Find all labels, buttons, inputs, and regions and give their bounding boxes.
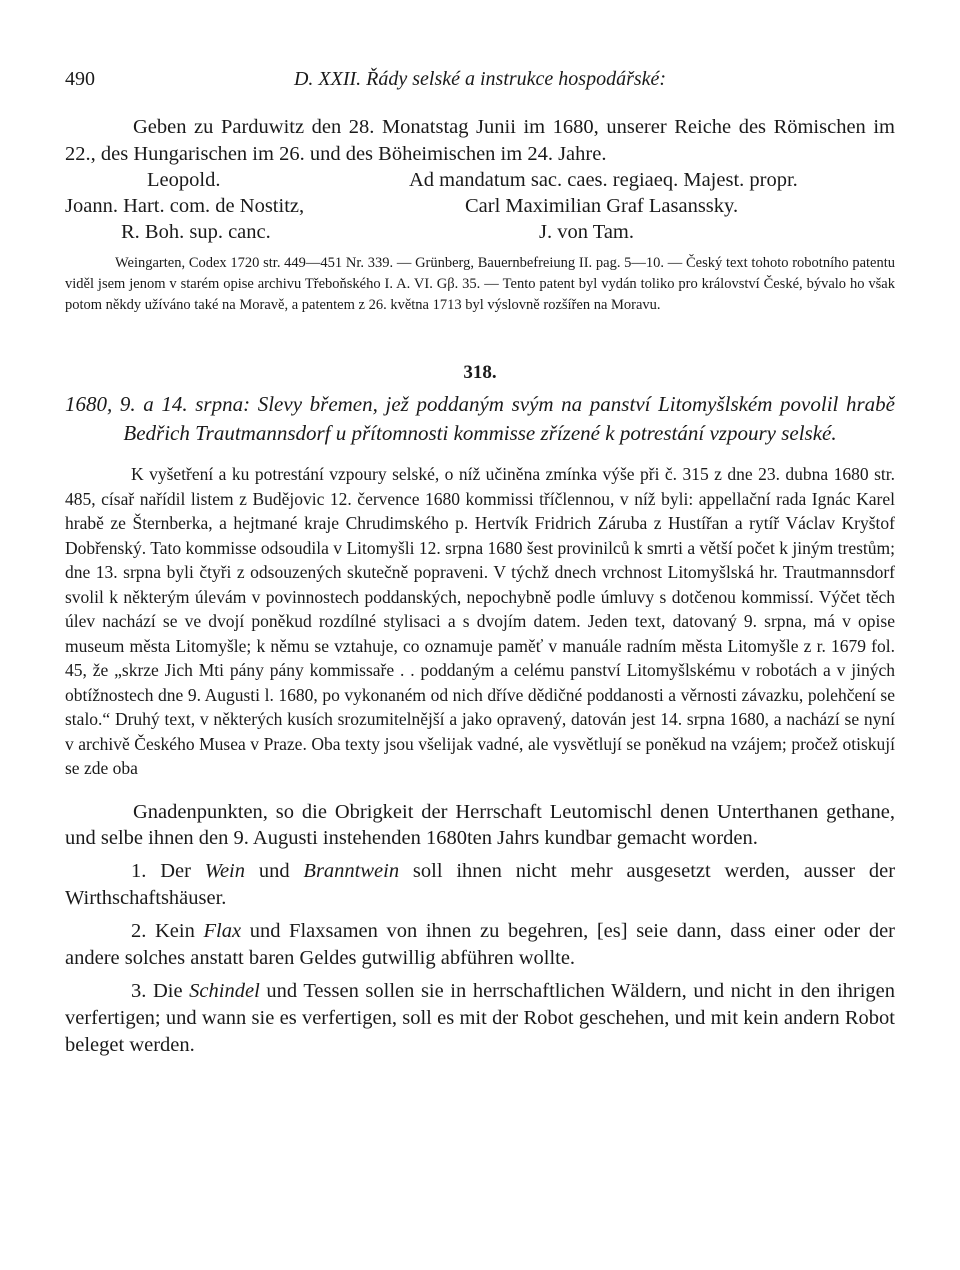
item-emphasis: Wein	[204, 859, 246, 882]
german-preamble: Gnadenpunkten, so die Obrigkeit der Herrschaft Leutomischl denen Unterthanen gethane, und selbe ihnen den 9. Augusti instehenden 1680ten Jahrs kundbar gemacht worden.	[65, 800, 895, 849]
signature-left-1: Leopold.	[147, 169, 221, 191]
signature-left-3: R. Boh. sup. canc.	[121, 221, 271, 243]
item-post: und Tessen sollen sie in herrschaftlichen Wäldern, und nicht in den ihrigen verfertigen; und wann sie es verfertigen, soll es mit der Robot geschehen, und mit kein andern Robot beleget werden.	[65, 979, 896, 1056]
item-emphasis: Schindel	[189, 979, 260, 1002]
document-title: 1680, 9. a 14. srpna: Slevy břemen, jež poddaným svým na panství Litomyšlském povolil hrabě Bedřich Trautmannsdorf u přítomnosti kommisse zřízené k potrestání vzpoury selské.	[65, 392, 895, 445]
item-post: und Flaxsamen von ihnen zu begehren, [es] seie dann, dass einer oder der andere solches anstatt baren Geldes gutwillig abführen wollte.	[65, 919, 896, 969]
item-1	[65, 858, 895, 912]
item-pre: Der	[160, 859, 191, 882]
document-number: 318.	[463, 362, 497, 383]
item-emphasis: Branntwein	[303, 859, 400, 882]
item-mid: und	[258, 859, 290, 882]
item-emphasis: Flax	[203, 919, 242, 942]
source-note: Weingarten, Codex 1720 str. 449—451 Nr. 339. — Grünberg, Bauernbefreiung II. pag. 5—10. — Český text tohoto robotního patentu viděl jsem jenom v starém opise archivu Třeboňského I. A. VI. Gβ. 35. — Tento patent byl vydán toliko pro království České, bývalo ho však potom někdy užíváno také na Moravě, a patentem z 26. května 1713 byl výslovně rozšířen na Moravu.	[65, 255, 895, 313]
document-intro: K vyšetření a ku potrestání vzpoury selské, o níž učiněna zmínka výše při č. 315 z dne 23. dubna 1680 str. 485, císař nařídil listem z Budějovic 12. července 1680 kommissi tříčlennou, v níž byli: appellační rada Ignác Karel hrabě ze Šternberka, a hejtmané kraje Chrudimského p. Hertvík Fridrich Záruba z Hustířan a rytíř Václav Kryštof Dobřenský. Tato kommisse odsoudila v Litomyšli 12. srpna 1680 šest provinilců k smrti a větší počet k jiným trestům; dne 13. srpna byli čtyři z odsouzených skutečně popraveni. V týchž dnech vrchnost Litomyšlská hr. Trautmannsdorf svolil k některým úlevám v povinnostech poddanských, nepochybně podle úmluvy s dotčenou kommissí. Výčet těch úlev nachází se ve dvojí poněkud rozdílné stylisaci a s dvojím datem. Jeden text, datovaný 9. srpna, má v opise museum města Litomyšle; k němu se vztahuje, co oznamuje paměť v manuále radním města Litomyšle z r. 1679 fol. 45, že „skrze Jich Mti pány pány kommissaře . . poddaným a celému panství Litomyšlskému v robotách a v jiných obtížnostech dne 9. Augusti l. 1680, po vykonaném od nich dříve dědičné poddanosti a věrnosti závazku, polehčení se stalo.“ Druhý text, v některých kusích srozumitelnější a jako opravený, datován jest 14. srpna 1680, a nachází se nyní v archivě Českého Musea v Praze. Oba texty jsou všelijak vadné, ale vysvětlují se poněkud na vzájem; pročež otiskují se zde oba	[65, 464, 895, 778]
signature-block	[65, 167, 895, 245]
closing-paragraph: Geben zu Parduwitz den 28. Monatstag Junii im 1680, unserer Reiche des Römischen im 22., des Hungarischen im 26. und des Böheimischen im 24. Jahre.	[65, 116, 895, 165]
signature-right-2: Carl Maximilian Graf Lasanssky.	[465, 195, 739, 217]
source-notes	[65, 253, 895, 316]
document-page	[65, 62, 895, 1059]
item-post: soll ihnen nicht mehr ausgesetzt werden, ausser der Wirthschaftshäuser.	[65, 859, 896, 909]
signature-right-1: Ad mandatum sac. caes. regiaeq. Majest. propr.	[409, 169, 798, 191]
page-header	[65, 62, 895, 94]
signature-right-3: J. von Tam.	[539, 221, 634, 243]
item-pre: Die	[152, 979, 183, 1002]
item-2	[65, 918, 895, 972]
item-number: 2.	[131, 919, 147, 942]
item-3	[65, 978, 895, 1059]
signature-left-2: Joann. Hart. com. de Nostitz,	[65, 195, 305, 217]
item-number: 1.	[131, 859, 147, 882]
item-number: 3.	[131, 979, 147, 1002]
page-number: 490	[65, 68, 95, 90]
item-pre: Kein	[155, 919, 195, 942]
running-title: D. XXII. Řády selské a instrukce hospodářské:	[293, 68, 667, 90]
